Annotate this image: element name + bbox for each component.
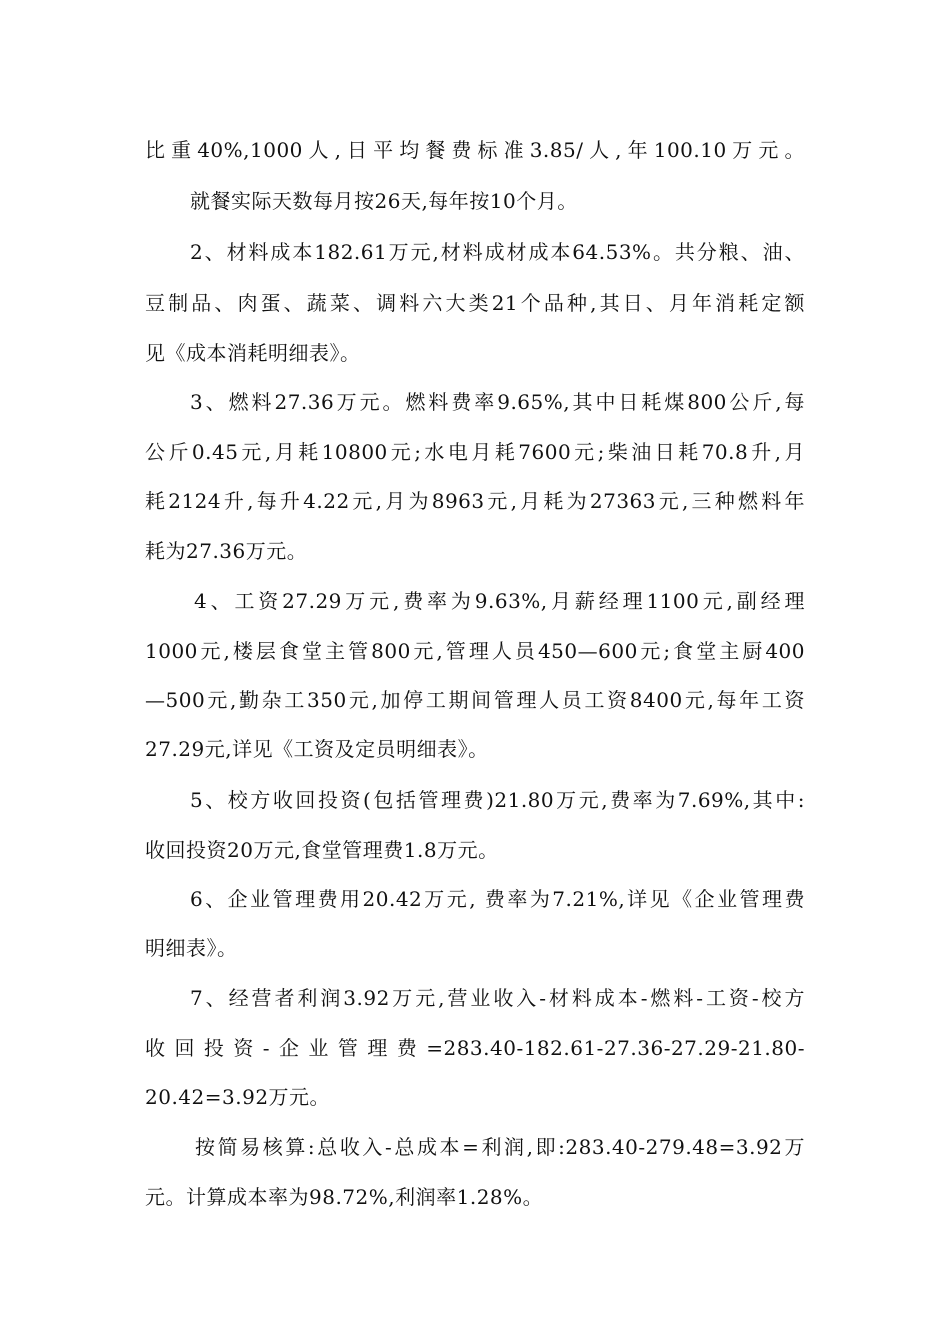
text-line: 豆制品、肉蛋、蔬菜、调料六大类21个品种,其日、月年消耗定额 — [145, 291, 805, 315]
text-line: 比重40%,1000人,日平均餐费标准3.85/人,年100.10万元。 — [145, 138, 805, 162]
text-line: 2、材料成本182.61万元,材料成材成本64.53%。共分粮、油、 — [190, 240, 805, 264]
text-line: 元。计算成本率为98.72%,利润率1.28%。 — [145, 1185, 544, 1209]
text-line: 5、校方收回投资(包括管理费)21.80万元,费率为7.69%,其中: — [190, 788, 805, 812]
text-line: 耗2124升,每升4.22元,月为8963元,月耗为27363元,三种燃料年 — [145, 489, 805, 513]
text-line: 7、经营者利润3.92万元,营业收入-材料成本-燃料-工资-校方 — [190, 986, 805, 1010]
text-line: —500元,勤杂工350元,加停工期间管理人员工资8400元,每年工资 — [145, 688, 805, 712]
text-line: 收回投资-企业管理费=283.40-182.61-27.36-27.29-21.80- — [145, 1036, 805, 1060]
text-line: 27.29元,详见《工资及定员明细表》。 — [145, 737, 489, 761]
text-line: 按简易核算:总收入-总成本=利润,即:283.40-279.48=3.92万 — [195, 1135, 805, 1159]
text-line: 1000元,楼层食堂主管800元,管理人员450—600元;食堂主厨400 — [145, 639, 805, 663]
text-line: 耗为27.36万元。 — [145, 539, 308, 563]
text-line: 就餐实际天数每月按26天,每年按10个月。 — [190, 189, 578, 213]
text-line: 收回投资20万元,食堂管理费1.8万元。 — [145, 838, 499, 862]
text-line: 见《成本消耗明细表》。 — [145, 341, 361, 365]
text-line: 6、企业管理费用20.42万元, 费率为7.21%,详见《企业管理费 — [190, 887, 805, 911]
text-line: 公斤0.45元,月耗10800元;水电月耗7600元;柴油日耗70.8升,月 — [145, 440, 805, 464]
text-line: 3、燃料27.36万元。燃料费率9.65%,其中日耗煤800公斤,每 — [190, 390, 805, 414]
text-line: 明细表》。 — [145, 936, 238, 960]
text-line: 20.42=3.92万元。 — [145, 1085, 331, 1109]
text-line: 4、工资27.29万元,费率为9.63%,月薪经理1100元,副经理 — [194, 589, 805, 613]
